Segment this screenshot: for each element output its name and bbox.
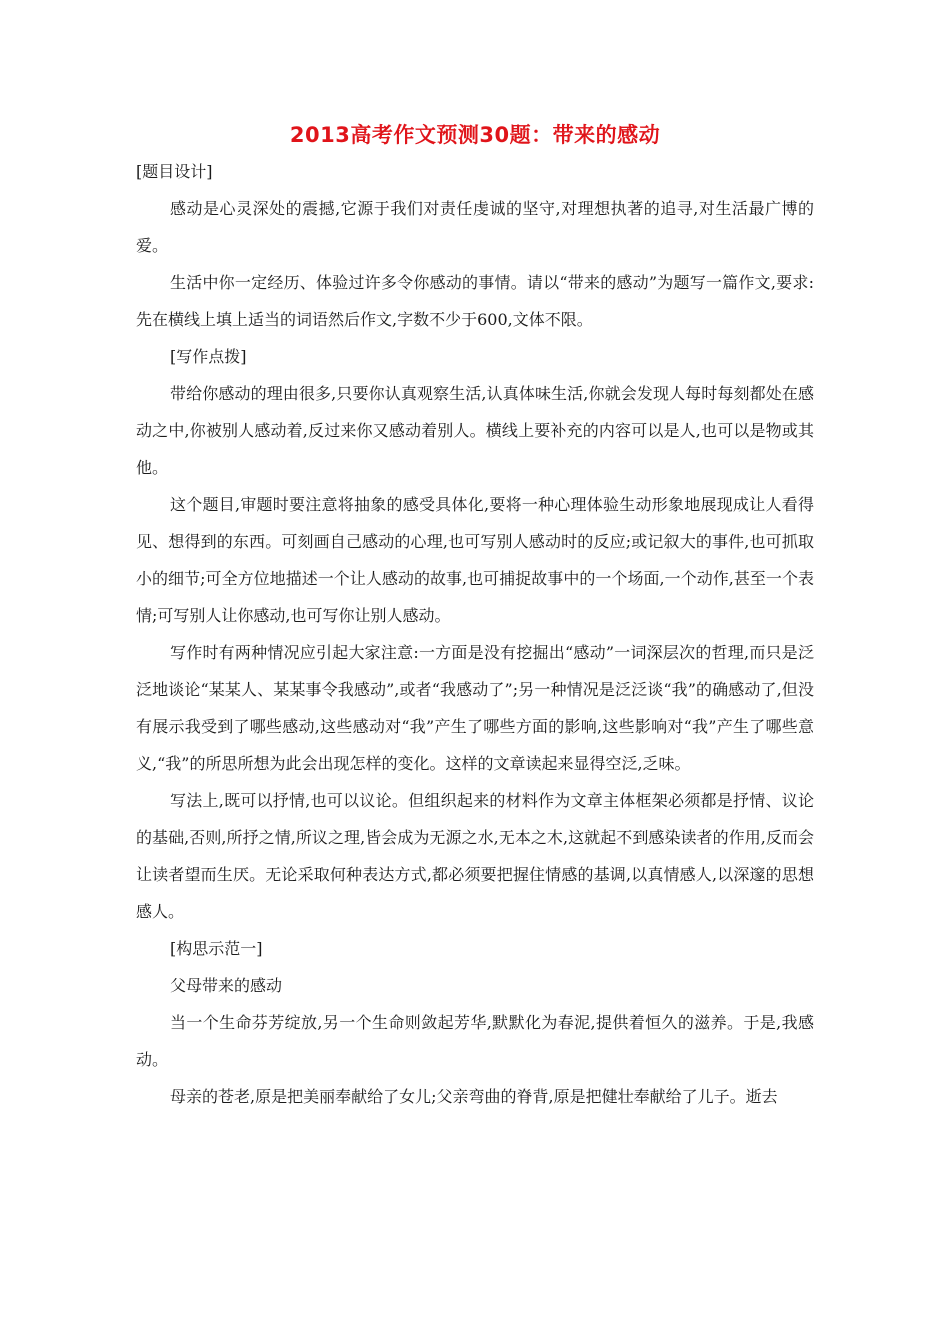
paragraph: 母亲的苍老,原是把美丽奉献给了女儿;父亲弯曲的脊背,原是把健壮奉献给了儿子。逝去 [170, 1087, 778, 1106]
document-title: 2013高考作文预测30题：带来的感动 [289, 123, 661, 147]
paragraph: 感动是心灵深处的震撼,它源于我们对责任虔诚的坚守,对理想执著的追寻,对生活最广博的爱。 [136, 199, 814, 255]
section-heading-sample-one: [构思示范一] [170, 939, 263, 958]
paragraph: 写法上,既可以抒情,也可以议论。但组织起来的材料作为文章主体框架必须都是抒情、议论的基础,否则,所抒之情,所议之理,皆会成为无源之水,无本之木,这就起不到感染读者的作用,反而会让读者望而生厌。无论采取何种表达方式,都必须要把握住情感的基调,以真情感人,以深邃的思想感人。 [136, 791, 814, 921]
section-heading-topic-design: [题目设计] [136, 162, 213, 181]
paragraph: 带给你感动的理由很多,只要你认真观察生活,认真体味生活,你就会发现人每时每刻都处在感动之中,你被别人感动着,反过来你又感动着别人。横线上要补充的内容可以是人,也可以是物或其他。 [136, 384, 814, 477]
document-body [136, 118, 814, 1115]
paragraph: 当一个生命芬芳绽放,另一个生命则敛起芳华,默默化为春泥,提供着恒久的滋养。于是,我感动。 [136, 1013, 814, 1069]
paragraph: 写作时有两种情况应引起大家注意:一方面是没有挖掘出“感动”一词深层次的哲理,而只是泛泛地谈论“某某人、某某事令我感动”,或者“我感动了”;另一种情况是泛泛谈“我”的确感动了,但没有展示我受到了哪些感动,这些感动对“我”产生了哪些方面的影响,这些影响对“我”产生了哪些意义,“我”的所思所想为此会出现怎样的变化。这样的文章读起来显得空泛,乏味。 [136, 643, 814, 773]
paragraph: 这个题目,审题时要注意将抽象的感受具体化,要将一种心理体验生动形象地展现成让人看得见、想得到的东西。可刻画自己感动的心理,也可写别人感动时的反应;或记叙大的事件,也可抓取小的细节;可全方位地描述一个让人感动的故事,也可捕捉故事中的一个场面,一个动作,甚至一个表情;可写别人让你感动,也可写你让别人感动。 [136, 495, 814, 625]
paragraph: 生活中你一定经历、体验过许多令你感动的事情。请以“带来的感动”为题写一篇作文,要求:先在横线上填上适当的词语然后作文,字数不少于600,文体不限。 [136, 273, 814, 329]
sample-essay-title: 父母带来的感动 [170, 976, 283, 995]
section-heading-writing-tips: [写作点拨] [170, 347, 247, 366]
